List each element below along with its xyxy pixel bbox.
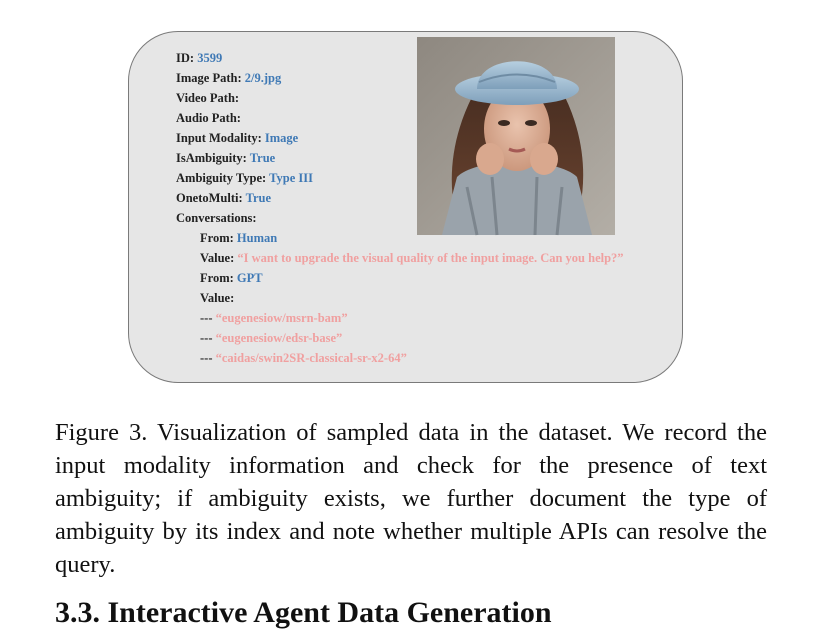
value-label: Value:: [200, 291, 235, 305]
input-modality-label: Input Modality:: [176, 131, 262, 145]
is-ambiguity-value: True: [249, 151, 276, 165]
id-label: ID:: [176, 51, 195, 65]
api-name: “eugenesiow/edsr-base”: [215, 331, 343, 345]
gpt-value-item: [176, 348, 624, 368]
image-path-label: Image Path:: [176, 71, 242, 85]
conversations-label: Conversations:: [176, 211, 257, 225]
image-path-value: 2/9.jpg: [244, 71, 282, 85]
from-label: From:: [200, 231, 234, 245]
one-to-multi-label: OnetoMulti:: [176, 191, 243, 205]
section-heading: [55, 596, 767, 629]
conversation-value-row: [176, 288, 624, 308]
api-name: “caidas/swin2SR-classical-sr-x2-64”: [215, 351, 407, 365]
from-value: GPT: [236, 271, 263, 285]
video-path-label: Video Path:: [176, 91, 240, 105]
data-sample-card: [128, 31, 683, 383]
human-query-value: “I want to upgrade the visual quality of the input image. Can you help?”: [237, 251, 624, 265]
list-bullet: ---: [200, 351, 213, 365]
audio-path-label: Audio Path:: [176, 111, 241, 125]
sample-image: [417, 37, 615, 235]
figure-caption: Figure 3. Visualization of sampled data in the dataset. We record the input modality information and check for the presence of text ambiguity; if ambiguity exists, we further document the type of ambiguity by its index and note whether multiple APIs can resolve the query.: [55, 419, 767, 578]
section-heading-text: 3.3. Interactive Agent Data Generation: [55, 596, 552, 629]
value-label: Value:: [200, 251, 235, 265]
ambiguity-type-value: Type III: [269, 171, 313, 185]
is-ambiguity-label: IsAmbiguity:: [176, 151, 247, 165]
id-value: 3599: [197, 51, 223, 65]
from-value: Human: [236, 231, 278, 245]
one-to-multi-value: True: [245, 191, 272, 205]
list-bullet: ---: [200, 331, 213, 345]
list-bullet: ---: [200, 311, 213, 325]
input-modality-value: Image: [264, 131, 299, 145]
gpt-value-item: [176, 328, 624, 348]
conversation-value-row: [176, 248, 624, 268]
api-name: “eugenesiow/msrn-bam”: [215, 311, 348, 325]
from-label: From:: [200, 271, 234, 285]
gpt-value-item: [176, 308, 624, 328]
ambiguity-type-label: Ambiguity Type:: [176, 171, 267, 185]
conversation-from-row: [176, 268, 624, 288]
